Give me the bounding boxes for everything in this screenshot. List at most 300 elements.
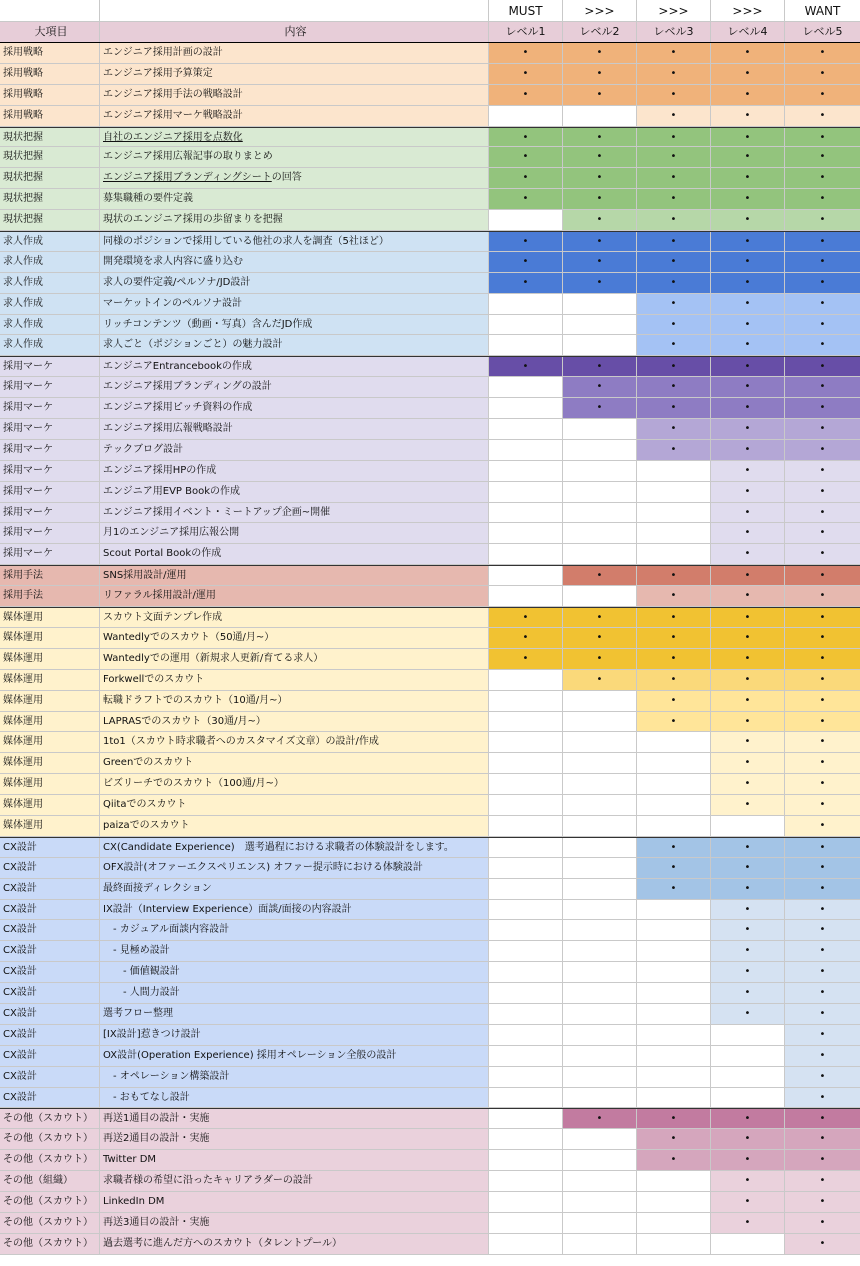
level-1-cell[interactable] [489, 608, 563, 627]
level-3-cell[interactable] [637, 712, 711, 732]
content-cell[interactable] [100, 315, 489, 335]
level-4-cell[interactable] [711, 838, 785, 857]
level-4-cell[interactable] [711, 106, 785, 126]
category-cell[interactable]: 採用マーケ [0, 482, 100, 502]
level-2-cell[interactable] [563, 774, 637, 794]
level-1-cell[interactable] [489, 858, 563, 878]
category-cell[interactable]: 媒体運用 [0, 753, 100, 773]
level-5-cell[interactable] [785, 85, 860, 105]
level-4-cell[interactable] [711, 816, 785, 836]
level-5-cell[interactable] [785, 566, 860, 585]
category-cell[interactable]: 採用マーケ [0, 357, 100, 376]
level-2-cell[interactable] [563, 128, 637, 147]
content-cell[interactable] [100, 64, 489, 84]
category-cell[interactable]: その他（スカウト） [0, 1192, 100, 1212]
level-4-cell[interactable] [711, 670, 785, 690]
level-1-cell[interactable] [489, 1171, 563, 1191]
level-5-cell[interactable] [785, 1213, 860, 1233]
level-5-cell[interactable] [785, 795, 860, 815]
level-4-cell[interactable] [711, 440, 785, 460]
level-5-cell[interactable] [785, 461, 860, 481]
level-3-cell[interactable] [637, 900, 711, 920]
category-cell[interactable]: 採用マーケ [0, 544, 100, 564]
content-cell[interactable] [100, 1150, 489, 1170]
level-2-cell[interactable] [563, 670, 637, 690]
content-cell[interactable] [100, 858, 489, 878]
level-3-cell[interactable] [637, 503, 711, 523]
level-4-cell[interactable] [711, 900, 785, 920]
content-cell[interactable] [100, 252, 489, 272]
category-cell[interactable]: 媒体運用 [0, 774, 100, 794]
level-2-cell[interactable] [563, 1129, 637, 1149]
category-cell[interactable]: CX設計 [0, 920, 100, 940]
category-cell[interactable]: CX設計 [0, 1046, 100, 1066]
level-5-cell[interactable] [785, 983, 860, 1003]
category-cell[interactable]: 採用手法 [0, 586, 100, 606]
level-5-cell[interactable] [785, 440, 860, 460]
level-1-cell[interactable] [489, 879, 563, 899]
level-5-cell[interactable] [785, 691, 860, 711]
level-1-cell[interactable] [489, 210, 563, 230]
level-4-cell[interactable] [711, 1234, 785, 1254]
content-cell[interactable] [100, 523, 489, 543]
must-label[interactable]: MUST [489, 0, 563, 21]
level-4-cell[interactable] [711, 147, 785, 167]
level-5-cell[interactable] [785, 273, 860, 293]
level-3-cell[interactable] [637, 1213, 711, 1233]
level-1-cell[interactable] [489, 461, 563, 481]
category-cell[interactable]: その他（スカウト） [0, 1109, 100, 1128]
level-3-cell[interactable] [637, 357, 711, 376]
content-cell[interactable] [100, 294, 489, 314]
level-3-cell[interactable] [637, 691, 711, 711]
level-2-cell[interactable] [563, 732, 637, 752]
level-1-cell[interactable] [489, 294, 563, 314]
content-cell[interactable] [100, 106, 489, 126]
level-5-cell[interactable] [785, 649, 860, 669]
content-cell[interactable] [100, 1004, 489, 1024]
level-1-cell[interactable] [489, 712, 563, 732]
category-cell[interactable]: 媒体運用 [0, 732, 100, 752]
level-2-cell[interactable] [563, 335, 637, 355]
content-cell[interactable] [100, 879, 489, 899]
level-5-cell[interactable] [785, 962, 860, 982]
level-3-cell[interactable] [637, 544, 711, 564]
level-2-cell[interactable] [563, 566, 637, 585]
content-cell[interactable] [100, 377, 489, 397]
level-1-cell[interactable] [489, 1234, 563, 1254]
level-1-cell[interactable] [489, 1109, 563, 1128]
content-cell[interactable] [100, 566, 489, 585]
category-cell[interactable]: CX設計 [0, 838, 100, 857]
category-cell[interactable]: 媒体運用 [0, 608, 100, 627]
content-cell[interactable] [100, 503, 489, 523]
level-1-cell[interactable] [489, 1004, 563, 1024]
level-5-cell[interactable] [785, 586, 860, 606]
category-cell[interactable]: 採用戦略 [0, 106, 100, 126]
category-cell[interactable]: CX設計 [0, 1025, 100, 1045]
level-2-cell[interactable] [563, 1171, 637, 1191]
level-5-cell[interactable] [785, 294, 860, 314]
level-3-cell[interactable] [637, 273, 711, 293]
level-2-cell[interactable] [563, 503, 637, 523]
level-2-cell[interactable] [563, 816, 637, 836]
category-cell[interactable]: 媒体運用 [0, 649, 100, 669]
level-1-cell[interactable] [489, 43, 563, 63]
content-cell[interactable] [100, 920, 489, 940]
level-3-cell[interactable] [637, 252, 711, 272]
level-2-cell[interactable] [563, 920, 637, 940]
level-1-cell[interactable] [489, 962, 563, 982]
level-3-cell[interactable] [637, 1171, 711, 1191]
level-1-cell[interactable] [489, 670, 563, 690]
content-cell[interactable] [100, 544, 489, 564]
level-1-cell[interactable] [489, 273, 563, 293]
level-1-cell[interactable] [489, 774, 563, 794]
level-4-cell[interactable] [711, 377, 785, 397]
level-3-cell[interactable] [637, 1234, 711, 1254]
level-5-cell[interactable] [785, 64, 860, 84]
level-3-cell[interactable] [637, 85, 711, 105]
level-5-cell[interactable] [785, 1025, 860, 1045]
level-1-cell[interactable] [489, 128, 563, 147]
content-cell[interactable] [100, 608, 489, 627]
level-1-cell[interactable] [489, 838, 563, 857]
level-3-cell[interactable] [637, 523, 711, 543]
category-cell[interactable]: その他（スカウト） [0, 1129, 100, 1149]
content-cell[interactable] [100, 941, 489, 961]
level-2-cell[interactable] [563, 941, 637, 961]
arrow-label-1[interactable]: >>> [563, 0, 637, 21]
category-cell[interactable]: 求人作成 [0, 315, 100, 335]
level-5-cell[interactable] [785, 335, 860, 355]
level-3-cell[interactable] [637, 941, 711, 961]
level-4-cell[interactable] [711, 628, 785, 648]
level-4-cell[interactable] [711, 544, 785, 564]
level-1-cell[interactable] [489, 335, 563, 355]
level-5-cell[interactable] [785, 503, 860, 523]
top-cell-blank-1[interactable] [0, 0, 100, 21]
content-cell[interactable] [100, 983, 489, 1003]
content-cell[interactable] [100, 795, 489, 815]
level-3-cell[interactable] [637, 628, 711, 648]
level-5-cell[interactable] [785, 1234, 860, 1254]
level-2-cell[interactable] [563, 608, 637, 627]
category-cell[interactable]: 採用戦略 [0, 64, 100, 84]
level-4-cell[interactable] [711, 1192, 785, 1212]
level-4-cell[interactable] [711, 753, 785, 773]
level-5-cell[interactable] [785, 1004, 860, 1024]
content-cell[interactable] [100, 1234, 489, 1254]
level-3-cell[interactable] [637, 858, 711, 878]
level-1-cell[interactable] [489, 628, 563, 648]
level-4-cell[interactable] [711, 691, 785, 711]
level-2-cell[interactable] [563, 398, 637, 418]
level-3-cell[interactable] [637, 398, 711, 418]
level-3-cell[interactable] [637, 566, 711, 585]
content-cell[interactable] [100, 712, 489, 732]
content-cell[interactable] [100, 1192, 489, 1212]
level-2-cell[interactable] [563, 879, 637, 899]
content-cell[interactable] [100, 482, 489, 502]
content-cell[interactable] [100, 586, 489, 606]
header-level-2[interactable]: レベル2 [563, 22, 637, 42]
level-4-cell[interactable] [711, 920, 785, 940]
level-3-cell[interactable] [637, 168, 711, 188]
level-1-cell[interactable] [489, 920, 563, 940]
level-2-cell[interactable] [563, 628, 637, 648]
category-cell[interactable]: 求人作成 [0, 273, 100, 293]
content-cell[interactable] [100, 43, 489, 63]
level-2-cell[interactable] [563, 1234, 637, 1254]
level-4-cell[interactable] [711, 419, 785, 439]
level-2-cell[interactable] [563, 147, 637, 167]
level-3-cell[interactable] [637, 816, 711, 836]
level-5-cell[interactable] [785, 1109, 860, 1128]
level-4-cell[interactable] [711, 1088, 785, 1108]
category-cell[interactable]: 求人作成 [0, 252, 100, 272]
category-cell[interactable]: CX設計 [0, 1067, 100, 1087]
level-2-cell[interactable] [563, 1088, 637, 1108]
level-5-cell[interactable] [785, 1046, 860, 1066]
level-1-cell[interactable] [489, 419, 563, 439]
level-1-cell[interactable] [489, 1067, 563, 1087]
level-2-cell[interactable] [563, 377, 637, 397]
level-4-cell[interactable] [711, 357, 785, 376]
level-1-cell[interactable] [489, 1213, 563, 1233]
category-cell[interactable]: CX設計 [0, 1004, 100, 1024]
category-cell[interactable]: その他（組織） [0, 1171, 100, 1191]
category-cell[interactable]: 媒体運用 [0, 795, 100, 815]
content-cell[interactable] [100, 168, 489, 188]
level-2-cell[interactable] [563, 482, 637, 502]
level-2-cell[interactable] [563, 315, 637, 335]
level-3-cell[interactable] [637, 128, 711, 147]
level-3-cell[interactable] [637, 440, 711, 460]
level-3-cell[interactable] [637, 147, 711, 167]
content-cell[interactable] [100, 232, 489, 251]
level-1-cell[interactable] [489, 64, 563, 84]
content-cell[interactable] [100, 1213, 489, 1233]
content-cell[interactable] [100, 1109, 489, 1128]
level-2-cell[interactable] [563, 461, 637, 481]
level-5-cell[interactable] [785, 1192, 860, 1212]
level-4-cell[interactable] [711, 168, 785, 188]
level-3-cell[interactable] [637, 608, 711, 627]
level-3-cell[interactable] [637, 189, 711, 209]
category-cell[interactable]: 現状把握 [0, 147, 100, 167]
level-2-cell[interactable] [563, 586, 637, 606]
category-cell[interactable]: 媒体運用 [0, 628, 100, 648]
level-1-cell[interactable] [489, 732, 563, 752]
level-1-cell[interactable] [489, 566, 563, 585]
content-cell[interactable] [100, 1025, 489, 1045]
level-1-cell[interactable] [489, 753, 563, 773]
level-2-cell[interactable] [563, 210, 637, 230]
content-cell[interactable] [100, 461, 489, 481]
category-cell[interactable]: 求人作成 [0, 335, 100, 355]
level-4-cell[interactable] [711, 43, 785, 63]
level-5-cell[interactable] [785, 544, 860, 564]
level-1-cell[interactable] [489, 900, 563, 920]
level-5-cell[interactable] [785, 712, 860, 732]
category-cell[interactable]: 現状把握 [0, 189, 100, 209]
level-4-cell[interactable] [711, 503, 785, 523]
content-cell[interactable] [100, 649, 489, 669]
category-cell[interactable]: CX設計 [0, 941, 100, 961]
level-3-cell[interactable] [637, 64, 711, 84]
level-1-cell[interactable] [489, 983, 563, 1003]
category-cell[interactable]: 現状把握 [0, 128, 100, 147]
level-2-cell[interactable] [563, 838, 637, 857]
level-1-cell[interactable] [489, 941, 563, 961]
level-1-cell[interactable] [489, 1129, 563, 1149]
level-1-cell[interactable] [489, 377, 563, 397]
content-cell[interactable] [100, 1129, 489, 1149]
level-3-cell[interactable] [637, 377, 711, 397]
level-4-cell[interactable] [711, 1109, 785, 1128]
level-1-cell[interactable] [489, 232, 563, 251]
level-3-cell[interactable] [637, 1004, 711, 1024]
level-1-cell[interactable] [489, 691, 563, 711]
level-4-cell[interactable] [711, 461, 785, 481]
category-cell[interactable]: 採用マーケ [0, 503, 100, 523]
linked-text[interactable]: エンジニア採用ブランディングシート [103, 172, 272, 184]
level-5-cell[interactable] [785, 232, 860, 251]
category-cell[interactable]: CX設計 [0, 983, 100, 1003]
level-5-cell[interactable] [785, 210, 860, 230]
level-5-cell[interactable] [785, 628, 860, 648]
content-cell[interactable] [100, 1046, 489, 1066]
level-2-cell[interactable] [563, 858, 637, 878]
level-4-cell[interactable] [711, 1213, 785, 1233]
level-1-cell[interactable] [489, 1192, 563, 1212]
level-5-cell[interactable] [785, 1088, 860, 1108]
level-2-cell[interactable] [563, 1109, 637, 1128]
level-5-cell[interactable] [785, 753, 860, 773]
level-4-cell[interactable] [711, 1171, 785, 1191]
level-5-cell[interactable] [785, 1067, 860, 1087]
content-cell[interactable] [100, 691, 489, 711]
category-cell[interactable]: その他（スカウト） [0, 1213, 100, 1233]
level-1-cell[interactable] [489, 189, 563, 209]
level-1-cell[interactable] [489, 1150, 563, 1170]
level-4-cell[interactable] [711, 962, 785, 982]
level-5-cell[interactable] [785, 670, 860, 690]
level-1-cell[interactable] [489, 440, 563, 460]
category-cell[interactable]: 採用マーケ [0, 398, 100, 418]
level-2-cell[interactable] [563, 419, 637, 439]
header-content[interactable]: 内容 [100, 22, 489, 42]
level-4-cell[interactable] [711, 398, 785, 418]
level-3-cell[interactable] [637, 879, 711, 899]
level-2-cell[interactable] [563, 106, 637, 126]
level-2-cell[interactable] [563, 523, 637, 543]
level-2-cell[interactable] [563, 795, 637, 815]
content-cell[interactable] [100, 335, 489, 355]
level-1-cell[interactable] [489, 649, 563, 669]
level-3-cell[interactable] [637, 461, 711, 481]
content-cell[interactable] [100, 1067, 489, 1087]
content-cell[interactable] [100, 753, 489, 773]
content-cell[interactable] [100, 628, 489, 648]
content-cell[interactable] [100, 670, 489, 690]
level-5-cell[interactable] [785, 858, 860, 878]
category-cell[interactable]: 媒体運用 [0, 712, 100, 732]
top-cell-blank-2[interactable] [100, 0, 489, 21]
level-3-cell[interactable] [637, 1109, 711, 1128]
header-level-4[interactable]: レベル4 [711, 22, 785, 42]
content-cell[interactable] [100, 419, 489, 439]
level-2-cell[interactable] [563, 85, 637, 105]
header-level-3[interactable]: レベル3 [637, 22, 711, 42]
level-1-cell[interactable] [489, 252, 563, 272]
level-5-cell[interactable] [785, 357, 860, 376]
level-3-cell[interactable] [637, 670, 711, 690]
content-cell[interactable] [100, 1171, 489, 1191]
category-cell[interactable]: 採用手法 [0, 566, 100, 585]
content-cell[interactable] [100, 732, 489, 752]
level-4-cell[interactable] [711, 983, 785, 1003]
content-cell[interactable] [100, 357, 489, 376]
category-cell[interactable]: 媒体運用 [0, 816, 100, 836]
level-2-cell[interactable] [563, 294, 637, 314]
level-2-cell[interactable] [563, 357, 637, 376]
header-level-5[interactable]: レベル5 [785, 22, 860, 42]
category-cell[interactable]: CX設計 [0, 858, 100, 878]
level-5-cell[interactable] [785, 315, 860, 335]
level-5-cell[interactable] [785, 1129, 860, 1149]
level-3-cell[interactable] [637, 419, 711, 439]
level-5-cell[interactable] [785, 879, 860, 899]
level-1-cell[interactable] [489, 315, 563, 335]
level-5-cell[interactable] [785, 1150, 860, 1170]
level-3-cell[interactable] [637, 838, 711, 857]
level-1-cell[interactable] [489, 816, 563, 836]
level-2-cell[interactable] [563, 1004, 637, 1024]
level-4-cell[interactable] [711, 189, 785, 209]
level-5-cell[interactable] [785, 523, 860, 543]
level-4-cell[interactable] [711, 315, 785, 335]
level-3-cell[interactable] [637, 43, 711, 63]
level-5-cell[interactable] [785, 482, 860, 502]
content-cell[interactable] [100, 189, 489, 209]
level-1-cell[interactable] [489, 147, 563, 167]
category-cell[interactable]: その他（スカウト） [0, 1234, 100, 1254]
level-1-cell[interactable] [489, 357, 563, 376]
level-5-cell[interactable] [785, 1171, 860, 1191]
level-5-cell[interactable] [785, 106, 860, 126]
category-cell[interactable]: CX設計 [0, 962, 100, 982]
content-cell[interactable] [100, 816, 489, 836]
level-4-cell[interactable] [711, 774, 785, 794]
category-cell[interactable]: 現状把握 [0, 210, 100, 230]
level-4-cell[interactable] [711, 941, 785, 961]
level-3-cell[interactable] [637, 1088, 711, 1108]
content-cell[interactable] [100, 774, 489, 794]
level-4-cell[interactable] [711, 210, 785, 230]
category-cell[interactable]: CX設計 [0, 879, 100, 899]
level-3-cell[interactable] [637, 732, 711, 752]
level-2-cell[interactable] [563, 168, 637, 188]
category-cell[interactable]: CX設計 [0, 1088, 100, 1108]
level-5-cell[interactable] [785, 900, 860, 920]
arrow-label-3[interactable]: >>> [711, 0, 785, 21]
category-cell[interactable]: 求人作成 [0, 294, 100, 314]
level-5-cell[interactable] [785, 128, 860, 147]
level-5-cell[interactable] [785, 252, 860, 272]
level-3-cell[interactable] [637, 210, 711, 230]
